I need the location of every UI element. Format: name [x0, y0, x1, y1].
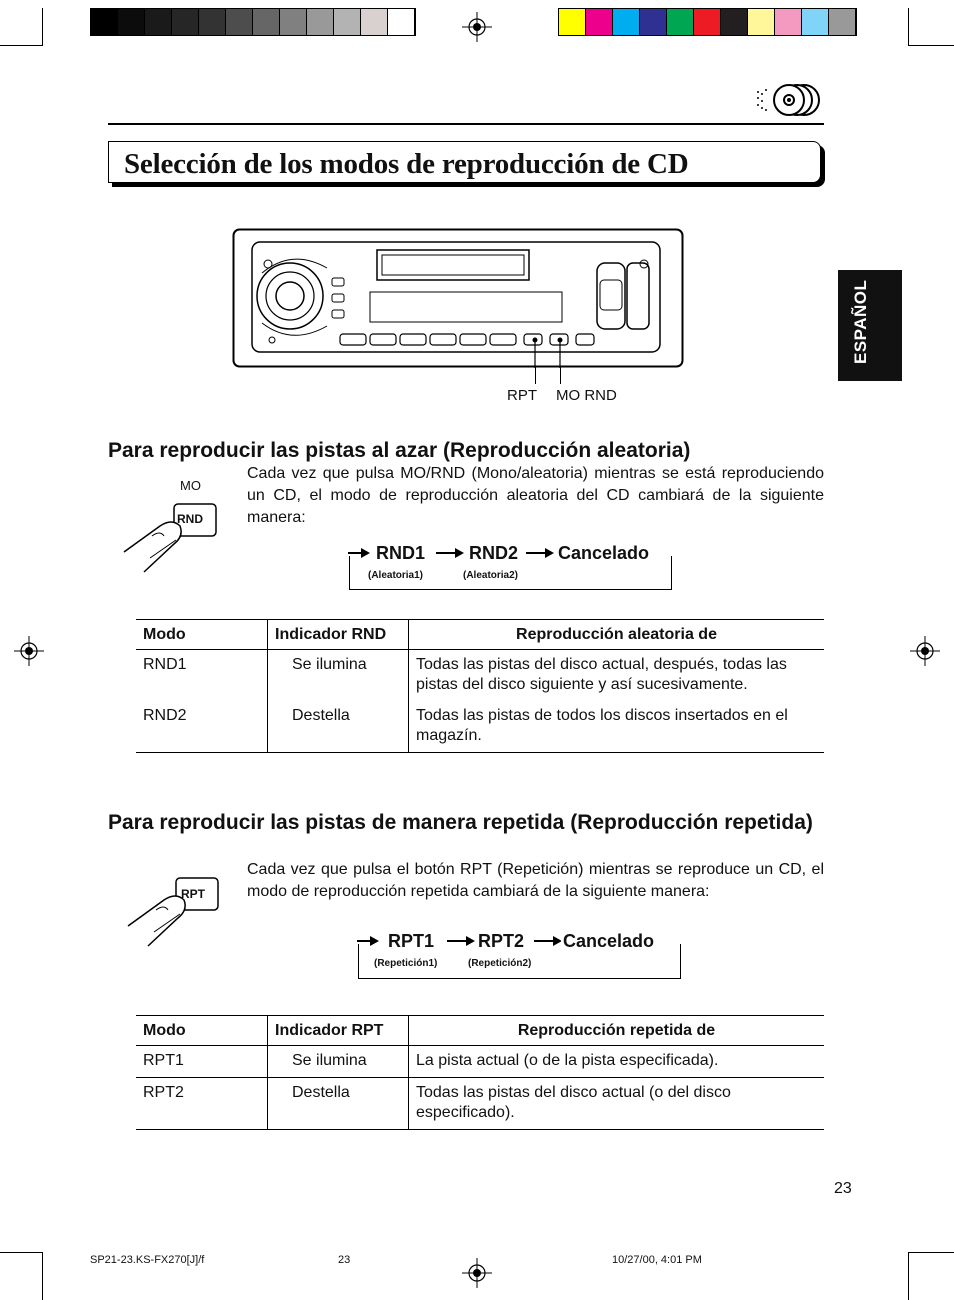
crop-mark	[908, 1252, 954, 1253]
gray-swatch	[307, 9, 334, 35]
mo-rnd-button-callout: MO RND	[556, 387, 617, 404]
arrow-icon	[357, 940, 377, 942]
table-cell: Se ilumina	[268, 650, 409, 702]
footer-file-id: SP21-23.KS-FX270[J]/f	[90, 1254, 205, 1266]
random-section-heading: Para reproducir las pistas al azar (Reproducción aleatoria)	[108, 439, 691, 462]
table-cell: Destella	[268, 701, 409, 753]
diagram-leader-lines	[560, 366, 561, 384]
color-swatch	[613, 9, 640, 35]
header-rule	[108, 123, 824, 125]
flow-sub-repeticion2: (Repetición2)	[468, 958, 532, 969]
gray-swatch	[172, 9, 199, 35]
random-flow-diagram	[349, 543, 672, 590]
table-cell: RND1	[136, 650, 268, 702]
flow-sub-aleatoria1: (Aleatoria1)	[368, 570, 424, 581]
registration-mark-icon	[462, 12, 492, 42]
arrow-icon	[447, 940, 473, 942]
flow-sub-aleatoria2: (Aleatoria2)	[463, 570, 519, 581]
table-header: Modo	[136, 620, 268, 650]
arrow-icon	[348, 552, 368, 554]
flow-sub-repeticion1: (Repetición1)	[374, 958, 438, 969]
cd-stack-icon	[752, 80, 822, 120]
rpt-button-label: RPT	[181, 887, 205, 901]
language-tab	[838, 270, 902, 381]
car-stereo-diagram	[232, 228, 684, 368]
table-header: Reproducción aleatoria de	[409, 620, 825, 650]
crop-mark	[908, 45, 954, 46]
diagram-leader-lines	[535, 366, 536, 384]
rpt-button-callout: RPT	[507, 387, 537, 404]
table-cell: Todas las pistas de todos los discos insertados en el magazín.	[409, 701, 825, 753]
table-header: Indicador RND	[268, 620, 409, 650]
color-swatch	[802, 9, 829, 35]
gray-swatch	[253, 9, 280, 35]
table-cell: La pista actual (o de la pista especificada).	[409, 1046, 825, 1078]
table-cell: RPT1	[136, 1046, 268, 1078]
registration-mark-icon	[462, 1258, 492, 1288]
finger-press-icon	[124, 870, 234, 950]
mo-label: MO	[180, 478, 201, 493]
page-title: Selección de los modos de reproducción de CD	[124, 148, 689, 180]
table-cell: Todas las pistas del disco actual (o del disco especificado).	[409, 1078, 825, 1130]
registration-mark-icon	[910, 636, 940, 666]
grayscale-color-bar	[90, 8, 416, 36]
table-header: Reproducción repetida de	[409, 1016, 825, 1046]
flow-step-rpt2: RPT2	[478, 931, 525, 951]
table-cell: RPT2	[136, 1078, 268, 1130]
table-cell: Se ilumina	[268, 1046, 409, 1078]
process-color-bar	[558, 8, 857, 36]
crop-mark	[908, 8, 909, 46]
gray-swatch	[91, 9, 118, 35]
color-swatch	[667, 9, 694, 35]
registration-mark-icon	[14, 636, 44, 666]
table-cell: Todas las pistas del disco actual, después, todas las pistas del disco siguiente y así sucesivamente.	[416, 656, 787, 693]
page-number: 23	[834, 1180, 852, 1197]
flow-step-rnd2: RND2	[469, 543, 519, 563]
repeat-section-heading: Para reproducir las pistas de manera repetida (Reproducción repetida)	[108, 811, 813, 834]
random-body-text: Cada vez que pulsa MO/RND (Mono/aleatoria) mientras se está reproduciendo un CD, el modo de reproducción aleatoria del CD cambiará de la siguiente manera:	[247, 465, 824, 526]
table-cell: RND2	[136, 701, 268, 753]
title-box	[108, 141, 821, 183]
footer-timestamp: 10/27/00, 4:01 PM	[612, 1254, 702, 1266]
gray-swatch	[226, 9, 253, 35]
color-swatch	[748, 9, 775, 35]
arrow-icon	[534, 940, 560, 942]
color-swatch	[586, 9, 613, 35]
crop-mark	[0, 45, 42, 46]
gray-swatch	[361, 9, 388, 35]
gray-swatch	[199, 9, 226, 35]
footer-page-ref: 23	[338, 1254, 351, 1266]
crop-mark	[908, 1252, 909, 1300]
table-row	[136, 701, 824, 753]
crop-mark	[42, 8, 43, 46]
flow-step-cancelado: Cancelado	[558, 543, 650, 563]
flow-step-cancelado: Cancelado	[563, 931, 655, 951]
table-header: Modo	[136, 1016, 268, 1046]
language-tab-label: ESPAÑOL	[851, 279, 870, 364]
color-swatch	[694, 9, 721, 35]
gray-swatch	[118, 9, 145, 35]
repeat-flow-diagram	[358, 931, 681, 979]
color-swatch	[775, 9, 802, 35]
color-swatch	[559, 9, 586, 35]
gray-swatch	[280, 9, 307, 35]
table-row	[136, 1046, 824, 1078]
arrow-icon	[436, 552, 462, 554]
rnd-button-label: RND	[177, 512, 203, 526]
color-swatch	[829, 9, 856, 35]
table-header: Indicador RPT	[268, 1016, 409, 1046]
arrow-icon	[526, 552, 552, 554]
repeat-body-text: Cada vez que pulsa el botón RPT (Repetición) mientras se reproduce un CD, el modo de reproducción repetida cambiará de la siguiente manera:	[247, 861, 824, 900]
flow-step-rpt1: RPT1	[388, 931, 435, 951]
flow-step-rnd1: RND1	[376, 543, 426, 563]
random-mode-table	[136, 619, 824, 753]
table-cell: Destella	[268, 1078, 409, 1130]
color-swatch	[721, 9, 748, 35]
gray-swatch	[388, 9, 415, 35]
color-swatch	[640, 9, 667, 35]
table-row	[136, 650, 824, 702]
gray-swatch	[145, 9, 172, 35]
table-row	[136, 1078, 824, 1130]
crop-mark	[0, 1252, 42, 1253]
gray-swatch	[334, 9, 361, 35]
crop-mark	[42, 1252, 43, 1300]
finger-press-icon	[120, 496, 230, 576]
repeat-mode-table	[136, 1015, 824, 1130]
